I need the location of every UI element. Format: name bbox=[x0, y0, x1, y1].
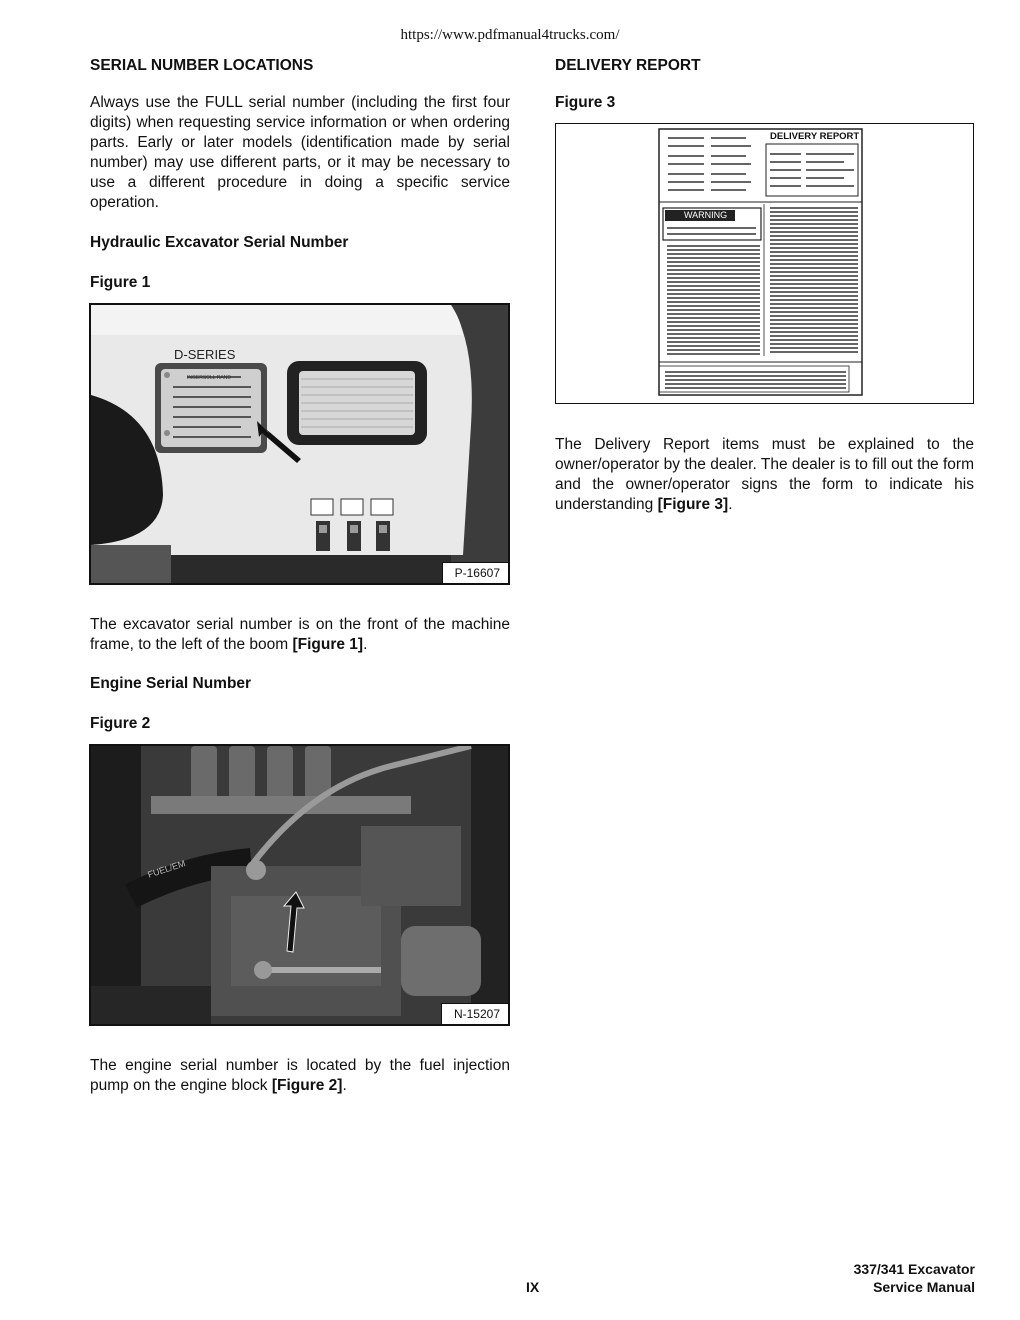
figure-3-caption: Figure 3 bbox=[555, 94, 616, 111]
delivery-form-illustration bbox=[556, 124, 972, 402]
page-number: IX bbox=[526, 1279, 540, 1295]
subheading-engine-serial: Engine Serial Number bbox=[90, 675, 252, 692]
manual-title bbox=[854, 1260, 975, 1296]
intro-paragraph: Always use the FULL serial number (including the first four digits) when requesting service information or when ordering parts. Early or later models (identification made by serial number) may use different parts, or it may be necessary to use a different procedure in doing a specific service operation. bbox=[90, 94, 510, 211]
figure-2-label: N-15207 bbox=[441, 1003, 508, 1024]
delivery-description: The Delivery Report items must be explained to the owner/operator by the dealer. The dealer is to fill out the form and the owner/operator signs the form to indicate his understanding [Figure 3]. bbox=[555, 436, 974, 513]
figure-1-label: P-16607 bbox=[442, 562, 508, 583]
figure-3-reference: [Figure 3] bbox=[657, 496, 729, 513]
section-title-delivery: DELIVERY REPORT bbox=[555, 57, 701, 74]
excavator-frame-illustration bbox=[91, 305, 510, 585]
subheading-excavator-serial: Hydraulic Excavator Serial Number bbox=[90, 234, 349, 251]
figure-2-reference: [Figure 2] bbox=[271, 1077, 343, 1094]
figure-2-photo bbox=[89, 744, 510, 1026]
figure-3-delivery-form bbox=[555, 123, 974, 404]
form-warning-label: WARNING bbox=[684, 210, 728, 220]
figure-1-reference: [Figure 1] bbox=[292, 636, 364, 653]
delivery-description-text: The Delivery Report items must be explained to the owner/operator by the dealer. The dealer is to fill out the form and the owner/operator signs the form to indicate his understanding bbox=[555, 436, 974, 513]
form-title: DELIVERY REPORT bbox=[770, 131, 860, 142]
figure-2-description-text: The engine serial number is located by the fuel injection pump on the engine block bbox=[90, 1057, 510, 1094]
figure-1-description: The excavator serial number is on the front of the machine frame, to the left of the boom [Figure 1]. bbox=[90, 616, 510, 653]
figure-1-photo bbox=[89, 303, 510, 585]
figure-1-description-text: The excavator serial number is on the front of the machine frame, to the left of the boom bbox=[90, 616, 510, 653]
section-title-serial: SERIAL NUMBER LOCATIONS bbox=[90, 57, 314, 74]
serial-plate-brand: INGERSOLL RAND bbox=[187, 375, 231, 381]
engine-illustration bbox=[91, 746, 510, 1026]
manual-title-line-2: Service Manual bbox=[873, 1279, 975, 1295]
figure-2-description: The engine serial number is located by the fuel injection pump on the engine block [Figure 2]. bbox=[90, 1057, 510, 1094]
figure-2-caption: Figure 2 bbox=[90, 715, 151, 732]
d-series-badge: D-SERIES bbox=[174, 347, 236, 362]
figure-1-caption: Figure 1 bbox=[90, 274, 151, 291]
manual-title-line-1: 337/341 Excavator bbox=[853, 1261, 975, 1277]
source-url: https://www.pdfmanual4trucks.com/ bbox=[400, 27, 620, 43]
fuel-hose-marking: FUEL/EM bbox=[146, 858, 187, 880]
